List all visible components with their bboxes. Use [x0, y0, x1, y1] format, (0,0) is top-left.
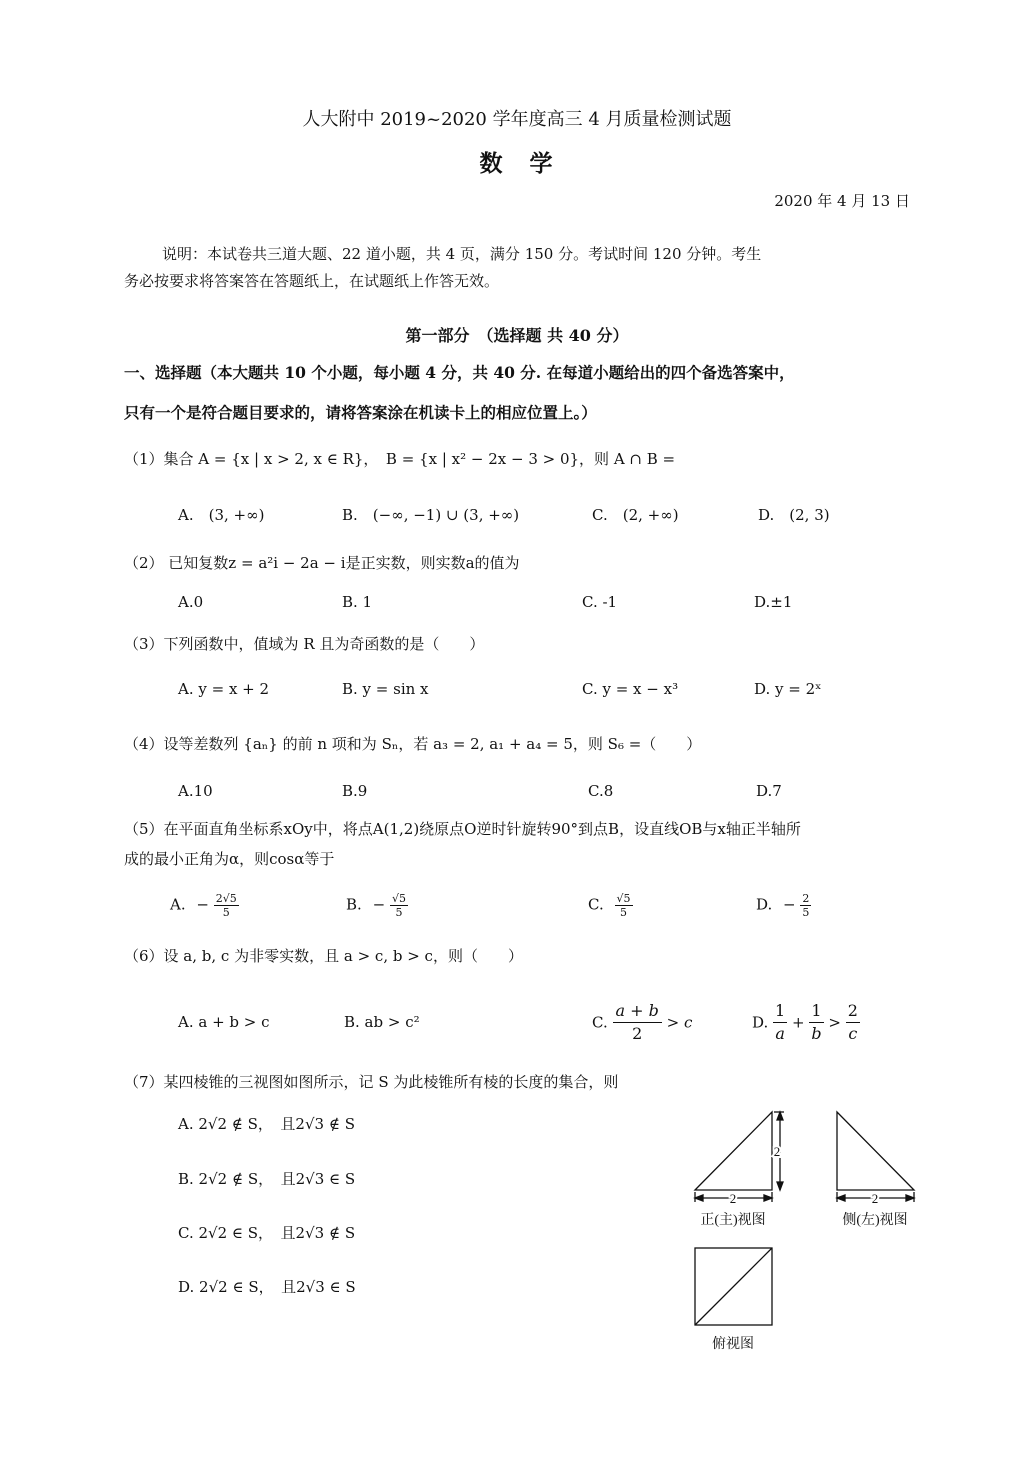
- question-5-option-d: D. − $\frac{2}{5}$: [756, 892, 810, 919]
- question-5-stem-1: （5）在平面直角坐标系xOy中，将点A(1,2)绕原点O逆时针旋转90°到点B，设直线OB与x轴正半轴所: [124, 820, 801, 838]
- question-6-option-d: D. $\frac{1}{a}$ + $\frac{1}{b}$ > $\frac{2}{c}$: [752, 1001, 858, 1043]
- front-view: [695, 1112, 784, 1202]
- top-view-caption: 俯视图: [712, 1337, 754, 1352]
- part1-instruction-1: 一、选择题（本大题共 10 个小题，每小题 4 分，共 40 分. 在每道小题给出的四个备选答案中，: [124, 363, 795, 382]
- top-view: [695, 1248, 772, 1325]
- question-4-option-d: D.7: [756, 782, 782, 800]
- question-7-option-b: B. 2√2 ∉ S， 且2√3 ∈ S: [178, 1170, 356, 1188]
- question-1-option-a: A. (3, +∞): [178, 506, 265, 524]
- question-1-stem: （1）集合 A = {x | x > 2, x ∈ R}， B = {x | x² − 2x − 3 > 0}，则 A ∩ B =: [124, 450, 676, 468]
- question-3-option-b: B. y = sin x: [342, 680, 429, 698]
- question-7-option-a: A. 2√2 ∉ S， 且2√3 ∉ S: [178, 1115, 355, 1133]
- question-1-option-c: C. (2, +∞): [592, 506, 679, 524]
- question-6-stem: （6）设 a, b, c 为非零实数，且 a > c, b > c，则（ ）: [124, 947, 523, 965]
- notice-line-2: 务必按要求将答案答在答题纸上，在试题纸上作答无效。: [124, 272, 500, 290]
- front-height-label: 2: [773, 1144, 781, 1159]
- question-6-option-c: C. $\frac{a + b}{2}$ > c: [592, 1001, 693, 1043]
- question-7-stem: （7）某四棱锥的三视图如图所示，记 S 为此棱锥所有棱的长度的集合，则: [124, 1073, 619, 1091]
- exam-date: 2020 年 4 月 13 日: [774, 192, 910, 210]
- question-7-option-d: D. 2√2 ∈ S， 且2√3 ∈ S: [178, 1278, 356, 1296]
- question-2-option-a: A.0: [178, 593, 204, 611]
- question-2-option-c: C. -1: [582, 593, 618, 611]
- question-3-option-c: C. y = x − x³: [582, 680, 679, 698]
- question-5-option-b: B. − $\frac{√5}{5}$: [346, 892, 406, 919]
- question-4-stem: （4）设等差数列 {aₙ} 的前 n 项和为 Sₙ，若 a₃ = 2, a₁ + a₄ = 5，则 S₆ =（ ）: [124, 735, 702, 753]
- question-3-option-a: A. y = x + 2: [178, 680, 270, 698]
- question-5-option-c: C. $\frac{√5}{5}$: [588, 892, 631, 919]
- notice-line-1: 说明：本试卷共三道大题、22 道小题，共 4 页，满分 150 分。考试时间 120 分钟。考生: [162, 245, 762, 263]
- question-2-stem: （2） 已知复数z = a²i − 2a − i是正实数，则实数a的值为: [124, 554, 520, 572]
- exam-title: 人大附中 2019~2020 学年度高三 4 月质量检测试题: [302, 109, 732, 130]
- part1-instruction-2: 只有一个是符合题目要求的，请将答案涂在机读卡上的相应位置上。）: [124, 403, 597, 422]
- side-view: [837, 1112, 914, 1202]
- three-view-figure: [680, 1100, 930, 1360]
- question-3-stem: （3）下列函数中，值域为 R 且为奇函数的是（ ）: [124, 635, 485, 653]
- front-width-label: 2: [729, 1191, 737, 1206]
- question-1-option-d: D. (2, 3): [758, 506, 830, 524]
- question-4-option-a: A.10: [178, 782, 213, 800]
- question-2-option-d: D.±1: [754, 593, 793, 611]
- part1-title: 第一部分 （选择题 共 40 分）: [405, 326, 629, 345]
- question-6-option-a: A. a + b > c: [178, 1013, 270, 1031]
- question-4-option-c: C.8: [588, 782, 614, 800]
- fraction: − $\frac{2√5}{5}$: [196, 892, 237, 919]
- fraction: $\frac{a + b}{2}$: [613, 1000, 662, 1045]
- question-6-option-b: B. ab > c²: [344, 1013, 420, 1031]
- side-view-caption: 侧(左)视图: [842, 1213, 908, 1228]
- question-5-option-a: A. − $\frac{2√5}{5}$: [170, 892, 237, 919]
- subject-title: 数 学: [479, 150, 555, 177]
- side-width-label: 2: [871, 1191, 879, 1206]
- question-7-option-c: C. 2√2 ∈ S， 且2√3 ∉ S: [178, 1224, 356, 1242]
- question-5-stem-2: 成的最小正角为α，则cosα等于: [124, 850, 335, 868]
- question-3-option-d: D. y = 2ˣ: [754, 680, 822, 698]
- front-view-caption: 正(主)视图: [700, 1213, 766, 1228]
- question-1-option-b: B. (−∞, −1) ∪ (3, +∞): [342, 506, 520, 524]
- question-4-option-b: B.9: [342, 782, 368, 800]
- question-2-option-b: B. 1: [342, 593, 373, 611]
